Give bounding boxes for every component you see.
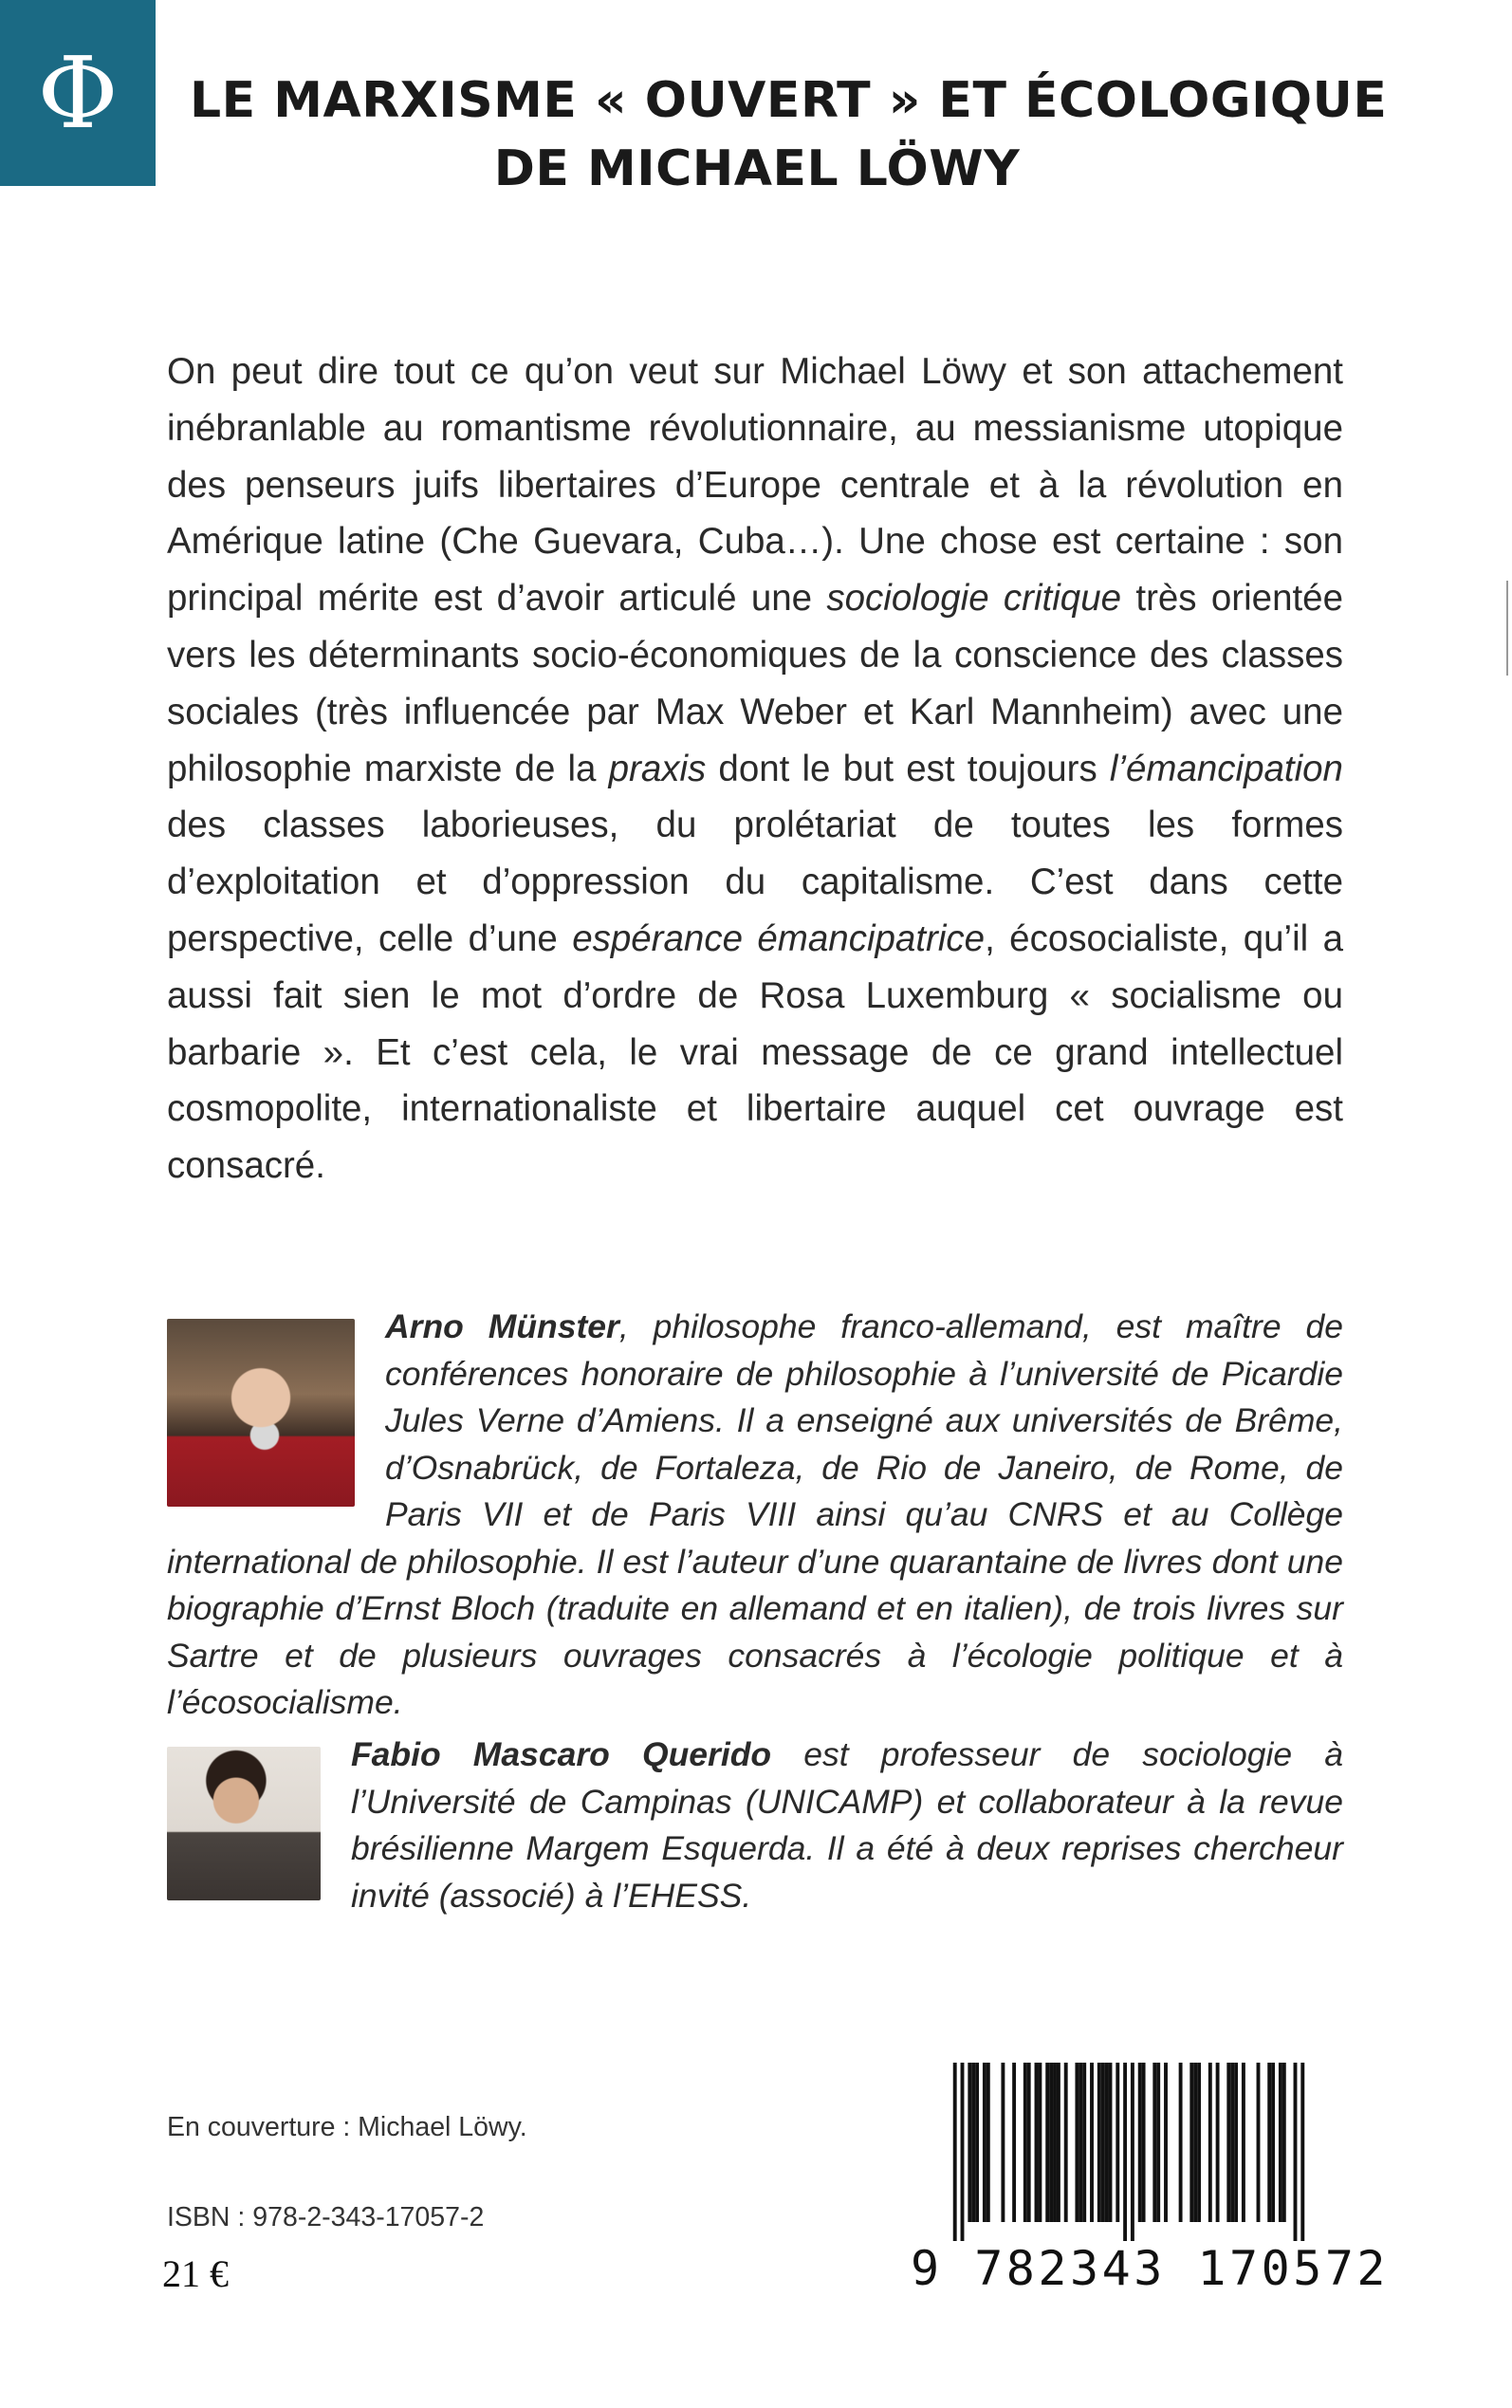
barcode-bar [1038,2063,1042,2222]
barcode-bar [1267,2063,1271,2222]
title-line-1: LE MARXISME « OUVERT » ET ÉCOLOGIQUE [190,72,1388,129]
barcode-bar [1271,2063,1275,2222]
blurb-text-5: , écosocialiste, qu’il a aussi fait sien le mot d’ordre de Rosa Luxemburg « socialisme ou barbarie ». Et c’est cela, le vrai message de ce grand intellectuel cosmopolite, internationaliste et libertaire auquel cet ouvrage est consacré. [167,917,1343,1187]
author-bio-text: , philosophe franco-allemand, est maître de conférences honoraire de philosophie à l’université de Picardie Jules Verne d’Amiens. Il a enseigné aux universités de Brême, d’Osnabrück, de Fortaleza, de Rio de Janeiro, de Rome, de Paris VII et de Paris VIII ainsi qu’au CNRS et au Collège international de philosophie. Il est l’auteur d’une quarantaine de livres dont une biographie d’Ernst Bloch (traduite en allemand et en italien), de trois livres sur Sartre et de plusieurs ouvrages consacrés à l’écologie politique et à l’écosocialisme. [167,1307,1343,1721]
barcode-bars [911,2063,1347,2241]
barcode-bar [1156,2063,1160,2222]
isbn: ISBN : 978-2-343-17057-2 [167,2202,485,2232]
barcode-bar [1012,2063,1016,2222]
back-cover-blurb [167,343,1343,1195]
barcode-bar [1105,2063,1109,2222]
author-bio-querido [167,1732,1343,1919]
barcode-bar [1164,2063,1168,2222]
barcode-bar [1242,2063,1245,2222]
barcode-bar [1179,2063,1183,2222]
barcode-bar [1294,2063,1298,2241]
blurb-emphasis-4: espérance émancipatrice [572,917,986,959]
barcode-bar [1001,2063,1005,2222]
barcode-bar [1138,2063,1142,2222]
author-photo-querido [167,1747,321,1900]
barcode-bar [1049,2063,1053,2222]
barcode-bar [1064,2063,1068,2222]
barcode-bar [986,2063,990,2222]
price: 21 € [162,2252,229,2295]
barcode-bar [1257,2063,1261,2222]
barcode-bar [953,2063,957,2241]
barcode-bar [1097,2063,1101,2222]
publisher-logo [0,0,156,186]
barcode-bar [1216,2063,1220,2222]
barcode-bar [1116,2063,1119,2222]
barcode-bar [1090,2063,1094,2222]
blurb-text-3: dont le but est toujours [706,748,1110,789]
barcode-bar [975,2063,979,2222]
barcode-bar [1079,2063,1082,2222]
book-title [190,66,1388,203]
barcode-bar [1027,2063,1031,2222]
barcode-bar [968,2063,971,2222]
blurb-text-1: On peut dire tout ce qu’on veut sur Michael Löwy et son attachement inébranlable au romantisme révolutionnaire, au messianisme utopique des penseurs juifs libertaires d’Europe centrale et à la révolution en Amérique latine (Che Guevara, Cuba…). Une chose est certaine : son principal mérite est d’avoir articulé une [167,351,1343,620]
barcode-bar [971,2063,975,2222]
barcode-bar [1142,2063,1146,2222]
barcode-bar [1230,2063,1234,2222]
author-bio-munster [167,1304,1343,1727]
barcode-bar [1300,2063,1304,2241]
barcode-bar [1208,2063,1212,2222]
author-name: Arno Münster [385,1307,619,1345]
barcode-bar [1045,2063,1049,2222]
author-name: Fabio Mascaro Querido [351,1735,772,1773]
author-bio-text: est professeur de sociologie à l’Université de Campinas (UNICAMP) et collaborateur à la revue brésilienne Margem Esquerda. Il a été à deux reprises chercheur invité (associé) à l’EHESS. [351,1735,1343,1915]
barcode-bar [1131,2063,1134,2241]
blurb-emphasis-2: praxis [608,748,707,789]
barcode-bar [1075,2063,1079,2222]
barcode-digits: 9 782343 170572 [911,2241,1390,2296]
author-photo-munster [167,1319,355,1507]
blurb-text-4: des classes laborieuses, du prolétariat de toutes les formes d’exploitation et d’oppression du capitalisme. C’est dans cette perspective, celle d’une [167,805,1343,959]
barcode-bar [1101,2063,1105,2222]
blurb-text-2: très orientée vers les déterminants socio-économiques de la conscience des classes sociales (très influencée par Max Weber et Karl Mannheim) avec une philosophie marxiste de la [167,578,1343,789]
barcode-bar [1226,2063,1230,2222]
edge-divider [1506,581,1508,676]
barcode-bar [1282,2063,1286,2222]
barcode-bar [1057,2063,1060,2222]
barcode-bar [1082,2063,1086,2222]
barcode-bar [1193,2063,1197,2222]
barcode-bar [1189,2063,1193,2222]
title-line-2: DE MICHAEL LÖWY [493,140,1021,197]
barcode-bar [1023,2063,1027,2222]
barcode-bar [983,2063,986,2222]
barcode-bar [1109,2063,1113,2222]
barcode-bar [1279,2063,1282,2222]
barcode-bar [1197,2063,1201,2222]
barcode-bar [1035,2063,1039,2222]
blurb-emphasis-1: sociologie critique [826,578,1122,620]
barcode [911,2063,1390,2309]
barcode-bar [1152,2063,1156,2222]
barcode-bar [1234,2063,1238,2222]
phi-logo-icon: Φ [37,35,119,151]
barcode-bar [1053,2063,1057,2222]
barcode-bar [1123,2063,1127,2241]
blurb-emphasis-3: l’émancipation [1109,748,1343,789]
cover-credit: En couverture : Michael Löwy. [167,2112,527,2142]
barcode-bar [961,2063,965,2241]
